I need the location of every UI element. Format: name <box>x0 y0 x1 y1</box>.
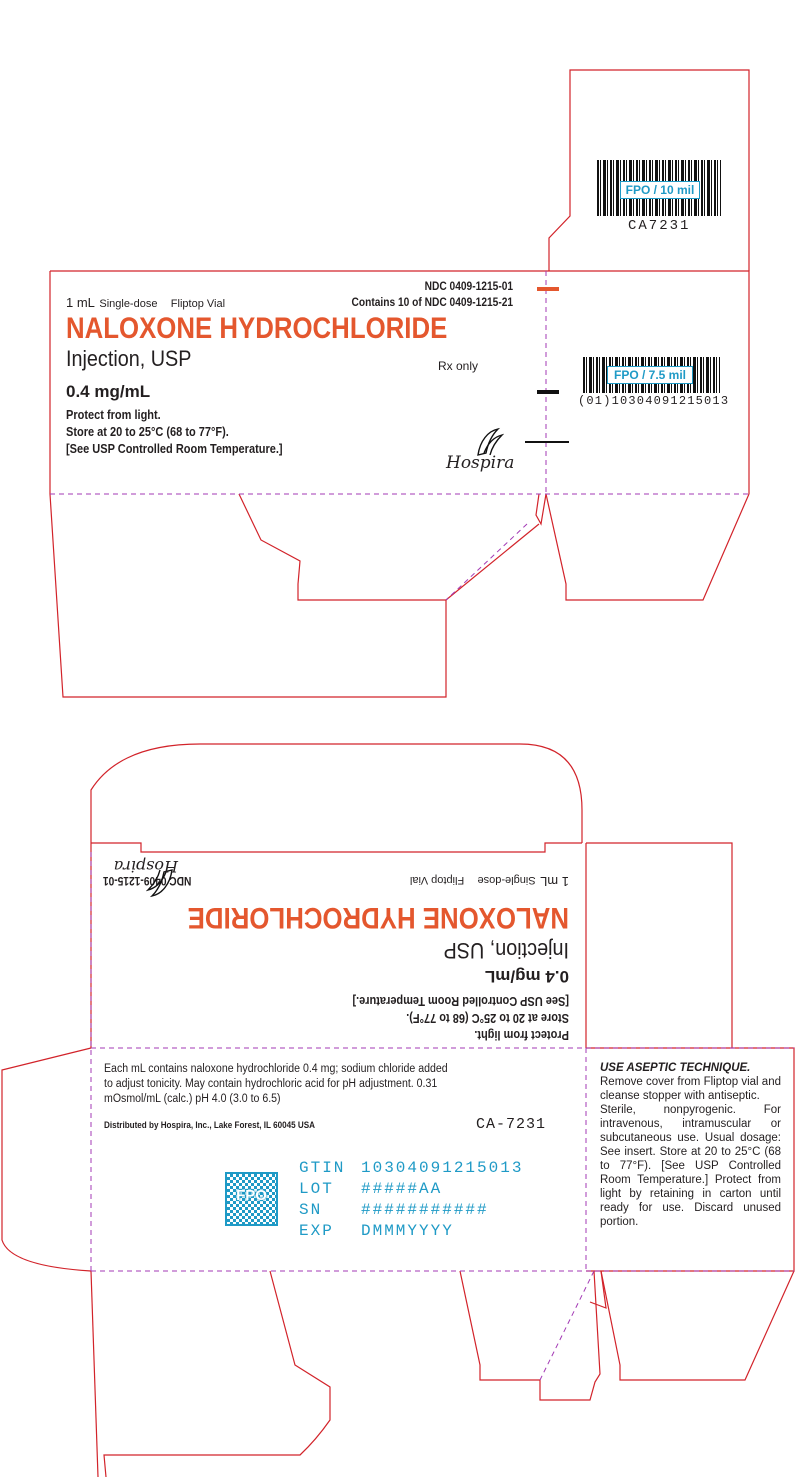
product-name: NALOXONE HYDROCHLORIDE <box>66 312 448 345</box>
barcode-top-code: CA7231 <box>628 218 691 234</box>
exp-value: DMMMYYYY <box>361 1222 454 1240</box>
rot-storage-line-3: [See USP Controlled Room Temperature.] <box>352 994 569 1008</box>
exp-row <box>299 1221 523 1242</box>
rot-vial-type: Single-dose <box>477 874 536 886</box>
aseptic-panel <box>600 1061 781 1229</box>
datamatrix-fpo-label: FPO <box>236 1187 267 1204</box>
carton-code: CA-7231 <box>476 1116 547 1133</box>
registration-mark-line <box>525 441 569 443</box>
rot-product-name: NALOXONE HYDROCHLORIDE <box>187 901 569 934</box>
rot-vial-size: 1 mL <box>540 874 569 889</box>
vial-style: Fliptop Vial <box>170 298 226 310</box>
gtin-label: GTIN <box>299 1159 346 1177</box>
aseptic-para-1: Remove cover from Fliptop vial and cleanse stopper with antiseptic. <box>600 1076 781 1102</box>
rot-vial-line <box>410 872 569 890</box>
rot-storage-line-2: Store at 20 to 25°C (68 to 77°F). <box>406 1011 569 1025</box>
fpo-10mil-label: FPO / 10 mil <box>620 181 700 199</box>
fpo-7-5mil-label: FPO / 7.5 mil <box>607 366 693 384</box>
storage-line-1: Protect from light. <box>66 408 161 422</box>
top-dust-flap <box>50 494 446 697</box>
distributor-line: Distributed by Hospira, Inc., Lake Forest, IL 60045 USA <box>104 1120 315 1130</box>
vial-type: Single-dose <box>99 298 158 310</box>
lot-label: LOT <box>299 1180 334 1198</box>
storage-block <box>66 407 312 458</box>
hospira-brand: Hospira <box>446 453 515 473</box>
strength: 0.4 mg/mL <box>66 382 151 401</box>
bottom-panel-rotated <box>91 852 586 1048</box>
aseptic-para-2: Sterile, nonpyrogenic. For intravenous, intramuscular or subcutaneous use. Usual dosage: See insert. Store at 20 to 25°C (68 to 77°F). [See USP Controlled Room Temperature.] Protect from light by retaining in carton until ready for use. Discard unused portion. <box>600 1104 781 1228</box>
serialization-block <box>299 1158 523 1242</box>
registration-mark-orange <box>537 287 559 291</box>
aseptic-heading: USE ASEPTIC TECHNIQUE. <box>600 1062 751 1074</box>
ndc-line-1: NDC 0409-1215-01 <box>424 279 513 293</box>
sn-label: SN <box>299 1201 323 1219</box>
storage-line-2: Store at 20 to 25°C (68 to 77°F). <box>66 425 229 439</box>
vial-size: 1 mL <box>66 295 95 310</box>
lot-value: #####AA <box>361 1180 443 1198</box>
bottom-tuck-flap <box>91 744 582 843</box>
barcode-gtin-text: (01)10304091215013 <box>578 394 730 408</box>
rot-dosage-form: Injection, USP <box>443 938 569 963</box>
gtin-value: 10304091215013 <box>361 1159 524 1177</box>
ndc-line-2: Contains 10 of NDC 0409-1215-21 <box>351 295 513 309</box>
storage-line-3: [See USP Controlled Room Temperature.] <box>66 442 283 456</box>
rot-storage-line-1: Protect from light. <box>474 1028 569 1042</box>
dosage-form: Injection, USP <box>66 346 192 371</box>
composition-text: Each mL contains naloxone hydrochloride 0.4 mg; sodium chloride added to adjust tonicity. May contain hydrochloric acid for pH adjustment. 0.31 mOsmol/mL (calc.) pH 4.0 (3.0 to 6.5) <box>104 1063 448 1105</box>
exp-label: EXP <box>299 1222 334 1240</box>
sn-row <box>299 1200 523 1221</box>
lot-row <box>299 1179 523 1200</box>
rot-hospira-brand: Hospira <box>113 857 178 876</box>
top-right-flap <box>536 494 546 524</box>
rot-ndc: NDC 0409-1215-01 <box>103 874 192 888</box>
gtin-row <box>299 1158 523 1179</box>
rot-strength: 0.4 mg/mL <box>484 967 569 986</box>
top-vial-line <box>66 294 225 312</box>
rot-vial-style: Fliptop Vial <box>409 874 465 886</box>
rot-storage-block <box>323 992 569 1043</box>
registration-mark-black <box>537 390 559 394</box>
left-glue-flap <box>2 1048 91 1271</box>
rx-only: Rx only <box>438 359 479 373</box>
sn-value: ########### <box>361 1201 489 1219</box>
bottom-dust-flap <box>91 1271 98 1477</box>
